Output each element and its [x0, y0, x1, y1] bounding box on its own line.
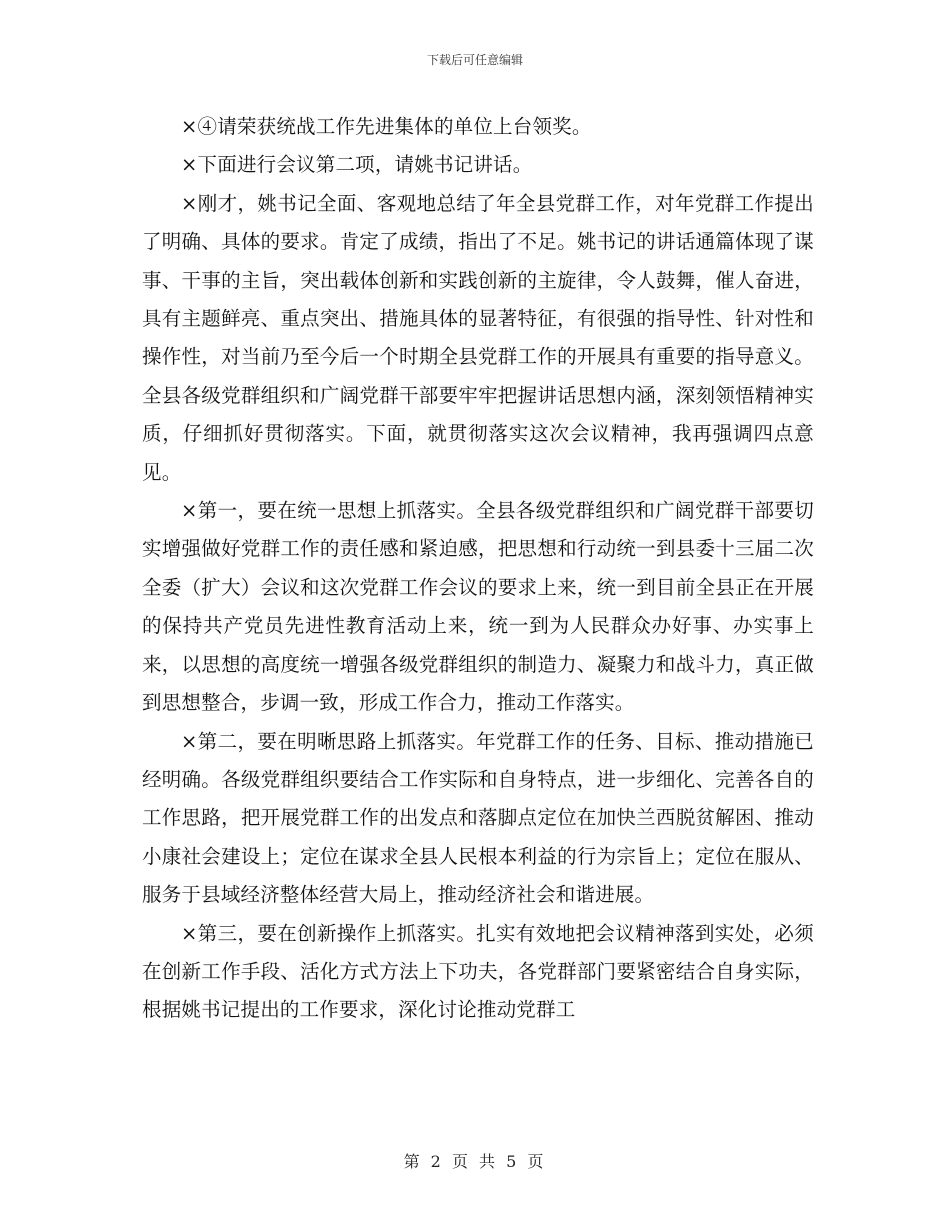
paragraph-agenda-item-two: ×下面进行会议第二项，请姚书记讲话。 — [181, 153, 533, 177]
paragraph-summary: ×刚才，姚书记全面、客观地总结了年全县党群工作，对年党群工作提出了明确、具体的要求。肯定了成绩，指出了不足。姚书记的讲话通篇体现了谋事、干事的主旨，突出载体创新和实践创新的主旋律，令人鼓舞，催人奋进，具有主题鲜亮、重点突出、措施具体的显著特征，有很强的指导性、针对性和操作性，对当前乃至今后一个时期全县党群工作的开展具有重要的指导意义。全县各级党群组织和广阔党群干部要牢牢把握讲话思想内涵，深刻领悟精神实质，仔细抓好贯彻落实。下面，就贯彻落实这次会议精神，我再强调四点意见。 — [142, 191, 814, 484]
paragraph-award: ×④请荣获统战工作先进集体的单位上台领奖。 — [181, 115, 592, 138]
document-body — [142, 108, 814, 1030]
page-header: 下载后可任意编辑 — [426, 53, 523, 67]
paragraph-point-two: ×第二，要在明晰思路上抓落实。年党群工作的任务、目标、推动措施已经明确。各级党群组织要结合工作实际和自身特点，进一步细化、完善各自的工作思路，把开展党群工作的出发点和落脚点定位在加快兰西脱贫解困、推动小康社会建设上；定位在谋求全县人民根本利益的行为宗旨上；定位在服从、服务于县域经济整体经营大局上，推动经济社会和谐进展。 — [142, 729, 814, 907]
paragraph-point-three: ×第三，要在创新操作上抓落实。扎实有效地把会议精神落到实处，必须在创新工作手段、活化方式方法上下功夫，各党群部门要紧密结合自身实际，根据姚书记提出的工作要求，深化讨论推动党群工 — [142, 921, 814, 1022]
page-footer: 第 2 页 共 5 页 — [403, 1152, 547, 1171]
paragraph-point-one: ×第一，要在统一思想上抓落实。全县各级党群组织和广阔党群干部要切实增强做好党群工作的责任感和紧迫感，把思想和行动统一到县委十三届二次全委（扩大）会议和这次党群工作会议的要求上来，统一到目前全县正在开展的保持共产党员先进性教育活动上来，统一到为人民群众办好事、办实事上来，以思想的高度统一增强各级党群组织的制造力、凝聚力和战斗力，真正做到思想整合，步调一致，形成工作合力，推动工作落实。 — [142, 499, 814, 715]
